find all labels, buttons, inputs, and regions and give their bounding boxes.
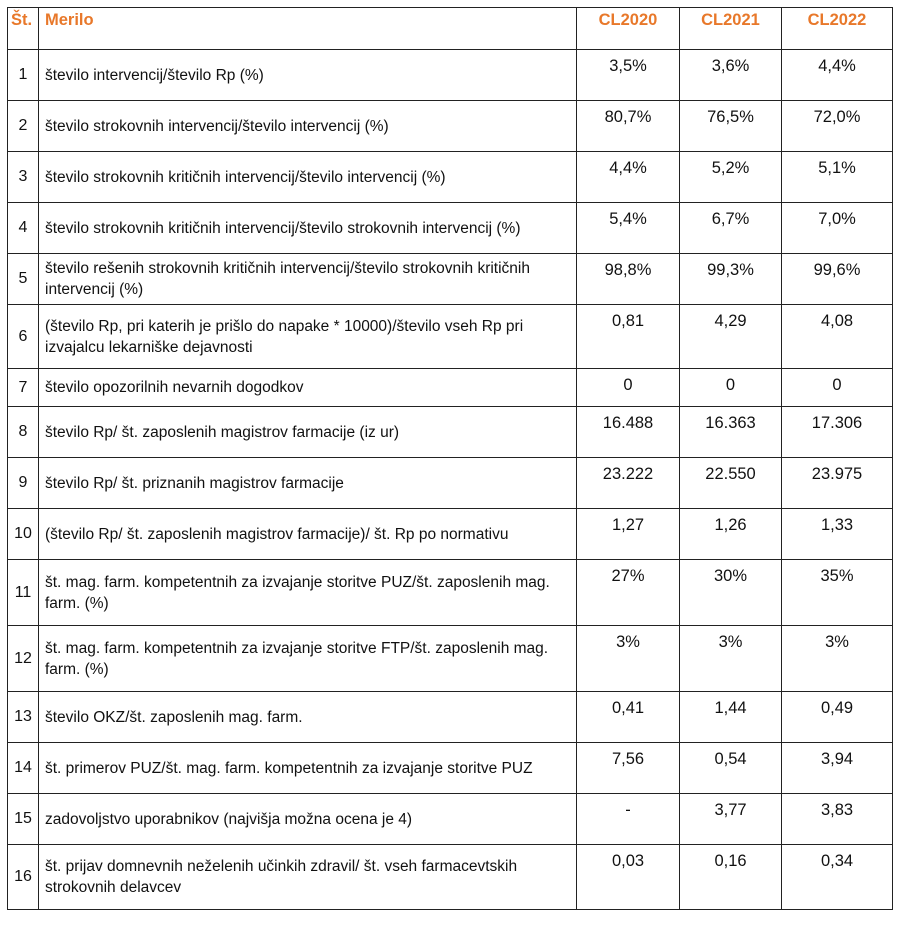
merila-table	[7, 7, 893, 910]
value-cl2021: 6,7%	[680, 203, 782, 254]
row-number: 7	[8, 369, 39, 407]
table-row	[8, 794, 893, 845]
table-row	[8, 458, 893, 509]
value-cl2022: 3,94	[782, 743, 893, 794]
table-row	[8, 560, 893, 626]
value-cl2022: 3%	[782, 626, 893, 692]
table-row	[8, 692, 893, 743]
table-row	[8, 152, 893, 203]
table-row	[8, 254, 893, 305]
header-row	[8, 8, 893, 50]
row-merilo: število OKZ/št. zaposlenih mag. farm.	[39, 692, 577, 743]
row-merilo: število rešenih strokovnih kritičnih intervencij/število strokovnih kritičnih intervencij (%)	[39, 254, 577, 305]
row-number: 15	[8, 794, 39, 845]
value-cl2020: 16.488	[577, 407, 680, 458]
value-cl2022: 99,6%	[782, 254, 893, 305]
value-cl2020: 0,81	[577, 305, 680, 369]
row-number: 12	[8, 626, 39, 692]
row-number: 11	[8, 560, 39, 626]
header-cl2022: CL2022	[782, 8, 893, 50]
value-cl2021: 99,3%	[680, 254, 782, 305]
row-number: 5	[8, 254, 39, 305]
table-row	[8, 743, 893, 794]
row-merilo: št. primerov PUZ/št. mag. farm. kompetentnih za izvajanje storitve PUZ	[39, 743, 577, 794]
table-body	[8, 50, 893, 910]
table-row	[8, 305, 893, 369]
row-merilo: število Rp/ št. priznanih magistrov farmacije	[39, 458, 577, 509]
value-cl2022: 5,1%	[782, 152, 893, 203]
row-number: 2	[8, 101, 39, 152]
value-cl2021: 3,6%	[680, 50, 782, 101]
value-cl2022: 23.975	[782, 458, 893, 509]
row-number: 10	[8, 509, 39, 560]
header-merilo: Merilo	[39, 8, 577, 50]
row-number: 9	[8, 458, 39, 509]
value-cl2022: 4,4%	[782, 50, 893, 101]
table-row	[8, 50, 893, 101]
table-row	[8, 369, 893, 407]
value-cl2021: 1,26	[680, 509, 782, 560]
value-cl2021: 4,29	[680, 305, 782, 369]
value-cl2020: 98,8%	[577, 254, 680, 305]
row-merilo: št. prijav domnevnih neželenih učinkih zdravil/ št. vseh farmacevtskih strokovnih delavcev	[39, 845, 577, 910]
row-merilo: (število Rp/ št. zaposlenih magistrov farmacije)/ št. Rp po normativu	[39, 509, 577, 560]
value-cl2021: 0	[680, 369, 782, 407]
value-cl2022: 72,0%	[782, 101, 893, 152]
row-number: 8	[8, 407, 39, 458]
value-cl2021: 76,5%	[680, 101, 782, 152]
value-cl2020: 7,56	[577, 743, 680, 794]
value-cl2022: 0	[782, 369, 893, 407]
value-cl2021: 3,77	[680, 794, 782, 845]
value-cl2021: 3%	[680, 626, 782, 692]
value-cl2022: 0,34	[782, 845, 893, 910]
value-cl2020: 4,4%	[577, 152, 680, 203]
value-cl2020: 27%	[577, 560, 680, 626]
value-cl2020: 0,41	[577, 692, 680, 743]
row-merilo: število Rp/ št. zaposlenih magistrov farmacije (iz ur)	[39, 407, 577, 458]
value-cl2021: 0,16	[680, 845, 782, 910]
value-cl2022: 7,0%	[782, 203, 893, 254]
row-number: 14	[8, 743, 39, 794]
value-cl2020: 80,7%	[577, 101, 680, 152]
value-cl2021: 1,44	[680, 692, 782, 743]
value-cl2022: 35%	[782, 560, 893, 626]
row-number: 4	[8, 203, 39, 254]
row-merilo: število strokovnih kritičnih intervencij/število intervencij (%)	[39, 152, 577, 203]
value-cl2022: 1,33	[782, 509, 893, 560]
row-number: 16	[8, 845, 39, 910]
table-row	[8, 407, 893, 458]
value-cl2020: -	[577, 794, 680, 845]
row-merilo: število opozorilnih nevarnih dogodkov	[39, 369, 577, 407]
value-cl2020: 5,4%	[577, 203, 680, 254]
row-merilo: zadovoljstvo uporabnikov (najvišja možna ocena je 4)	[39, 794, 577, 845]
header-st: Št.	[8, 8, 39, 50]
value-cl2020: 0	[577, 369, 680, 407]
table-row	[8, 203, 893, 254]
table-row	[8, 845, 893, 910]
value-cl2021: 5,2%	[680, 152, 782, 203]
row-merilo: (število Rp, pri katerih je prišlo do napake * 10000)/število vseh Rp pri izvajalcu lekarniške dejavnosti	[39, 305, 577, 369]
row-merilo: število intervencij/število Rp (%)	[39, 50, 577, 101]
row-number: 1	[8, 50, 39, 101]
value-cl2020: 1,27	[577, 509, 680, 560]
value-cl2020: 3%	[577, 626, 680, 692]
value-cl2022: 0,49	[782, 692, 893, 743]
value-cl2021: 30%	[680, 560, 782, 626]
row-merilo: število strokovnih kritičnih intervencij/število strokovnih intervencij (%)	[39, 203, 577, 254]
header-cl2020: CL2020	[577, 8, 680, 50]
row-merilo: število strokovnih intervencij/število intervencij (%)	[39, 101, 577, 152]
table-row	[8, 626, 893, 692]
value-cl2020: 23.222	[577, 458, 680, 509]
row-number: 6	[8, 305, 39, 369]
row-number: 3	[8, 152, 39, 203]
row-merilo: št. mag. farm. kompetentnih za izvajanje storitve PUZ/št. zaposlenih mag. farm. (%)	[39, 560, 577, 626]
value-cl2022: 17.306	[782, 407, 893, 458]
row-number: 13	[8, 692, 39, 743]
header-cl2021: CL2021	[680, 8, 782, 50]
value-cl2020: 3,5%	[577, 50, 680, 101]
row-merilo: št. mag. farm. kompetentnih za izvajanje storitve FTP/št. zaposlenih mag. farm. (%)	[39, 626, 577, 692]
table-row	[8, 101, 893, 152]
value-cl2022: 3,83	[782, 794, 893, 845]
table-row	[8, 509, 893, 560]
value-cl2020: 0,03	[577, 845, 680, 910]
value-cl2021: 22.550	[680, 458, 782, 509]
value-cl2021: 0,54	[680, 743, 782, 794]
value-cl2021: 16.363	[680, 407, 782, 458]
value-cl2022: 4,08	[782, 305, 893, 369]
